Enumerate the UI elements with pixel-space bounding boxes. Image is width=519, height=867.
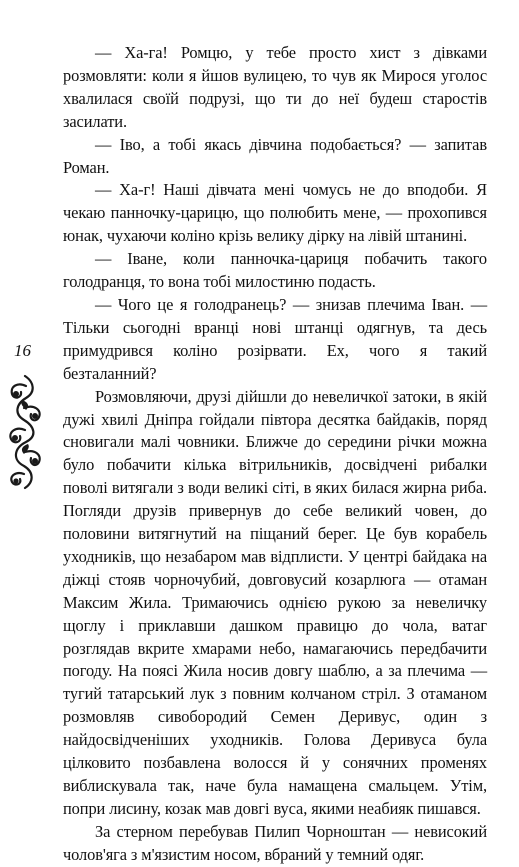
paragraph: — Іво, а тобі якась дівчина подобається? — запитав Роман. (63, 134, 487, 177)
paragraph: — Іване, коли панночка-цариця побачить такого голодранця, то вона тобі милостиню подасть. (63, 249, 487, 292)
floral-ornament-icon (4, 372, 46, 492)
paragraph: Розмовляючи, друзі дійшли до невеличкої затоки, в якій дужі хвилі Дніпра гойдали півтора десятка байдаків, поряд сновигали малі човники. Ближче до середини річки можна було побачити кілька вітрильників, досвідчені рибалки поволі витягали з води великі сіті, в яких билася жирна риба. Погляди друзів привернув до себе великий човен, до половини витягнутий на піщаний берег. Це був корабель уходників, що незабаром мав відплисти. У центрі байдака на діжці стояв чорночубий, довговусий козарлюга — отаман Максим Жила. Тримаючись однією рукою за невеличку щоглу і приклавши дашком правицю до чола, ватаг розглядав вкрите хмарами небо, намагаючись передбачити погоду. На поясі Жила носив довгу шаблю, а за плечима — тугий татарський лук з повним колчаном стріл. З отаманом розмовляв сивобородий Семен Деривус, один з найдосвідченіших уходників. Голова Деривуса була цілковито позбавлена волосся й у сонячних променях виблискувала так, наче була намащена смальцем. Утім, попри лисину, козак мав довгі вуса, якими неабияк пишався. (63, 386, 487, 818)
main-text (63, 42, 487, 867)
page-number: 16 (14, 341, 31, 360)
paragraph: — Ха-га! Ромцю, у тебе просто хист з дівками розмовляти: коли я йшов вулицею, то чув як Мирося уголос хвалилася своїй подрузі, що ти до неї будеш старостів засилати. (63, 43, 487, 131)
paragraph: — Чого це я голодранець? — знизав плечима Іван. — Тільки сьогодні вранці нові штанці одягнув, та десь примудрився коліно розірвати. Ех, чого я такий безталанний? (63, 294, 487, 383)
paragraph: — Ха-г! Наші дівчата мені чомусь не до вподоби. Я чекаю панночку-царицю, що полюбить мене, — прохопився юнак, чухаючи коліно крізь велику дірку на лівій штанині. (63, 180, 487, 246)
paragraph: За стерном перебував Пилип Чорноштан — невисокий чолов'яга з м'язистим носом, вбраний у темний одяг. (63, 821, 487, 864)
